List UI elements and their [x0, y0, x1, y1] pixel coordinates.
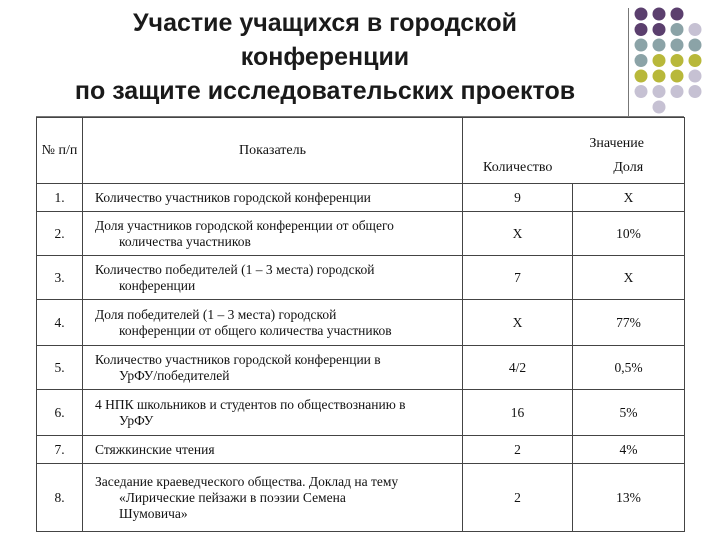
decorative-dot: [689, 23, 702, 36]
table-row: [37, 300, 685, 346]
indicator-line: 4 НПК школьников и студентов по обществознанию в: [95, 396, 406, 412]
decorative-dot: [635, 23, 648, 36]
slide-title: [40, 6, 610, 108]
indicator-line: конференции: [119, 277, 196, 293]
decorative-vertical-line: [628, 8, 629, 118]
decorative-dot: [671, 54, 684, 67]
row-percent: 10%: [573, 212, 685, 256]
row-indicator: [83, 256, 463, 300]
header-num: № п/п: [37, 118, 83, 184]
decorative-dot: [671, 23, 684, 36]
table-row: [37, 256, 685, 300]
decorative-dot: [671, 39, 684, 52]
row-percent: 4%: [573, 436, 685, 464]
table-row: [37, 390, 685, 436]
row-percent: 0,5%: [573, 346, 685, 390]
decorative-dot: [671, 70, 684, 83]
row-quantity: 9: [463, 184, 573, 212]
row-quantity: Х: [463, 212, 573, 256]
indicator-line: Стяжкинские чтения: [95, 441, 215, 457]
header-pct: Доля: [573, 154, 685, 184]
indicator-line: количества участников: [119, 233, 251, 249]
indicator-line: «Лирические пейзажи в поэзии Семена: [119, 489, 346, 505]
row-indicator: [83, 184, 463, 212]
decorative-dot: [671, 85, 684, 98]
row-number: 2.: [37, 212, 83, 256]
header-qty: Количество: [463, 154, 573, 184]
indicator-line: конференции от общего количества участников: [119, 322, 392, 338]
row-number: 1.: [37, 184, 83, 212]
row-number: 3.: [37, 256, 83, 300]
row-percent: 77%: [573, 300, 685, 346]
indicator-line: Шумовича»: [119, 505, 188, 521]
decorative-dot: [653, 85, 666, 98]
table-row: [37, 212, 685, 256]
row-percent: Х: [573, 256, 685, 300]
indicator-line: УрФУ: [119, 412, 154, 428]
row-indicator: [83, 436, 463, 464]
decorative-dot: [635, 70, 648, 83]
indicator-line: Доля победителей (1 – 3 места) городской: [95, 306, 337, 322]
row-number: 8.: [37, 464, 83, 532]
decorative-dot: [689, 85, 702, 98]
decorative-dot: [635, 54, 648, 67]
indicator-line: УрФУ/победителей: [119, 367, 230, 383]
indicator-line: Заседание краеведческого общества. Доклад на тему: [95, 473, 399, 489]
decorative-dot: [653, 70, 666, 83]
row-number: 5.: [37, 346, 83, 390]
table-row: [37, 184, 685, 212]
table-row: [37, 436, 685, 464]
row-indicator: [83, 390, 463, 436]
indicator-line: Количество победителей (1 – 3 места) городской: [95, 261, 375, 277]
decorative-dot: [653, 54, 666, 67]
title-line-3: по защите исследовательских проектов: [74, 77, 576, 105]
decorative-dot: [653, 39, 666, 52]
decorative-dot: [635, 85, 648, 98]
header-indicator: Показатель: [83, 118, 463, 184]
row-number: 7.: [37, 436, 83, 464]
row-quantity: 7: [463, 256, 573, 300]
row-quantity: 16: [463, 390, 573, 436]
row-indicator: [83, 464, 463, 532]
row-percent: 5%: [573, 390, 685, 436]
table-row: [37, 464, 685, 532]
decorative-dot: [689, 54, 702, 67]
indicator-line: Количество участников городской конференции в: [95, 351, 381, 367]
decorative-dot: [689, 70, 702, 83]
row-indicator: [83, 300, 463, 346]
indicator-line: Количество участников городской конференции: [95, 189, 371, 205]
title-line-1: Участие учащихся в городской: [133, 9, 517, 37]
decorative-dot: [653, 101, 666, 114]
indicator-line: Доля участников городской конференции от общего: [95, 217, 394, 233]
row-percent: Х: [573, 184, 685, 212]
row-quantity: 2: [463, 436, 573, 464]
row-quantity: 4/2: [463, 346, 573, 390]
row-quantity: Х: [463, 300, 573, 346]
table-row: [37, 346, 685, 390]
row-quantity: 2: [463, 464, 573, 532]
row-indicator: [83, 212, 463, 256]
decorative-dot: [671, 8, 684, 21]
decorative-dot: [635, 39, 648, 52]
decorative-dot: [689, 39, 702, 52]
row-percent: 13%: [573, 464, 685, 532]
decorative-dot: [653, 8, 666, 21]
row-indicator: [83, 346, 463, 390]
title-line-2: конференции: [240, 43, 410, 71]
decorative-dot: [653, 23, 666, 36]
row-number: 6.: [37, 390, 83, 436]
participation-table: [36, 117, 685, 532]
decorative-dot: [635, 8, 648, 21]
row-number: 4.: [37, 300, 83, 346]
header-value: Значение: [463, 118, 685, 154]
